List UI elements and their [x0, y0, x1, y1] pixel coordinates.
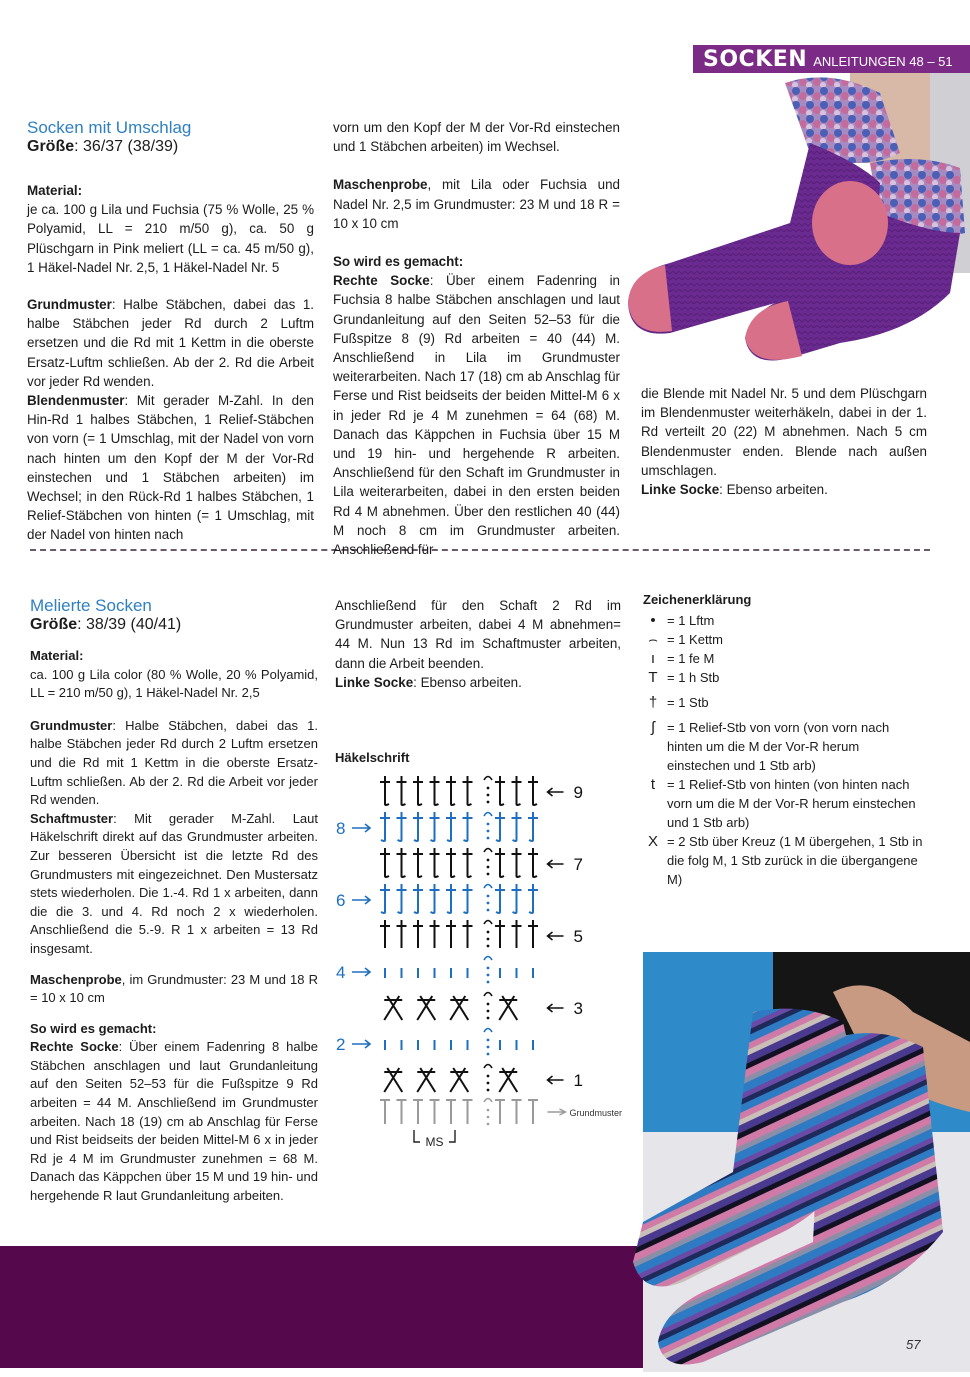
stitch-chain-dot [487, 830, 490, 833]
left-sock-label: Linke Socke [641, 482, 720, 498]
right-sock-paragraph [333, 271, 620, 559]
crossed-dc-icon: X [647, 833, 658, 850]
grundmuster-paragraph [27, 295, 314, 391]
left-sock-text: : Ebenso arbeiten. [413, 674, 522, 690]
legend-item-text: = 2 Stb über Kreuz (1 M übergehen, 1 Stb in die folg M, 1 Stb zurück in die übergangene M) [667, 834, 923, 887]
right-sock-text: : Über einem Fadenring 8 halbe Stäbchen anschlagen und laut Grundanleitung auf den Seiten 52–53 für die Fußspitze 9 Rd arbeiten = 44 M. Anschließend im Grundmuster arbeiten. Nach 18 (19) cm ab Anschlag für Ferse und Rist beidseits der beiden Mittel-M 6 x in jeder Rd je 4 M im Grundmuster zunehmen = 68 M. Danach das Käppchen über 15 M und 19 hin- und hergehende R laut Grundanleitung arbeiten. [30, 1039, 318, 1204]
legend-item [643, 649, 923, 668]
maschenprobe-paragraph [333, 175, 620, 233]
row-number: 1 [573, 1071, 583, 1090]
stitch-dc [512, 920, 522, 948]
size-label: Größe [27, 138, 75, 155]
stitch-chain-dot [487, 1123, 490, 1126]
half-double-crochet-icon: T [648, 669, 658, 686]
row-number: 2 [336, 1035, 346, 1054]
single-crochet-bar-icon: ı [650, 650, 656, 667]
legend-item-text: = 1 Relief-Stb von hinten (von hinten nach vorn um die M der Vor-R herum einstechen und 1 Stb arb) [667, 777, 916, 830]
legend-item-text: = 1 Kettm [667, 632, 723, 647]
stitch-slip-arc [484, 921, 492, 925]
stitch-crossed-dc [450, 996, 468, 1020]
blendenmuster-text: : Mit gerader M-Zahl. In den Hin-Rd 1 halbes Stäbchen, 1 Relief-Stäbchen von vorn (= 1 Umschlag, mit der Nadel von vorn nach hinten um den Kopf der M der Vor-Rd einstechen und 1 Stäbchen arbeiten) im Wechsel; in den Rück-Rd 1 halbes Stäbchen, 1 Relief-Stäbchen von hinten (= 1 Umschlag, mit der Nadel von hinten nach [27, 393, 314, 543]
right-sock-text: : Über einem Fadenring in Fuchsia 8 halbe Stäbchen anschlagen und laut Grundanleitung auf den Seiten 52–53 für die Fußspitze 8 (9) Rd arbeiten = 40 (44) M. Anschließend in Lila im Grundmuster weiterarbeiten. Nach 17 (18) cm ab Anschlag für Ferse und Rist beidseits der beiden Mittel-M 6 x in jeder Rd je 4 M zunehmen = 64 (68) M. Danach das Käppchen in Fuchsia über 15 M und 19 hin- und hergehende R arbeiten. Anschließend für den Schaft im Grundmuster in Lila weiterarbeiten, dabei in den ersten beiden Rd 4 M abnehmen. Über den restlichen 40 (44) M noch 8 cm im Grundmuster arbeiten. Anschließend für [333, 273, 620, 558]
symbol-legend [643, 590, 923, 889]
stitch-front-post [446, 884, 456, 913]
slip-stitch-arc-icon: ⌢ [648, 631, 658, 648]
grundmuster-label: Grundmuster [30, 717, 113, 733]
right-sock-paragraph [30, 1038, 318, 1205]
row-number: 7 [573, 855, 583, 874]
stitch-back-post [413, 848, 423, 877]
photo-purple-socks [610, 73, 970, 373]
right-sock-label: Rechte Socke [333, 273, 430, 289]
stitch-front-post [430, 884, 440, 913]
stitch-front-post [495, 812, 505, 841]
back-post-dc-icon: t [650, 776, 656, 793]
section2-column-1 [30, 596, 318, 1206]
stitch-back-post [463, 776, 473, 805]
stitch-front-post [512, 884, 522, 913]
stitch-crossed-dc [499, 996, 517, 1020]
stitch-dc [430, 920, 440, 948]
stitch-chain-dot [487, 1010, 490, 1013]
double-crochet-icon: † [648, 694, 658, 711]
row-number: 3 [573, 999, 583, 1018]
row-number: 5 [573, 927, 583, 946]
left-sock-paragraph [335, 673, 621, 692]
stitch-front-post [413, 884, 423, 913]
legend-item [643, 718, 923, 775]
row-number: 4 [336, 963, 346, 982]
stitch-chain-dot [487, 873, 490, 876]
stitch-chain-dot [487, 794, 490, 797]
stitch-back-post [446, 776, 456, 805]
blendenmuster-continued: vorn um den Kopf der M der Vor-Rd einstechen und 1 Stäbchen arbeiten) im Wechsel. [333, 120, 620, 155]
stitch-front-post [446, 812, 456, 841]
stitch-front-post [397, 884, 407, 913]
stitch-hdc-base [430, 1100, 440, 1124]
stitch-back-post [397, 776, 407, 805]
stitch-slip-arc [484, 813, 492, 817]
stitch-front-post [430, 812, 440, 841]
row-arrow-right-icon [352, 824, 370, 832]
legend-item-text: = 1 Lftm [667, 613, 715, 628]
how-to-heading: So wird es gemacht: [333, 254, 464, 270]
stitch-slip-arc [484, 885, 492, 889]
stitch-chain-dot [487, 1075, 490, 1078]
size-label: Größe [30, 616, 78, 633]
stitch-back-post [446, 848, 456, 877]
chart-title: Häkelschrift [335, 750, 410, 765]
stitch-slip-arc [484, 1065, 492, 1069]
size-value: : 38/39 (40/41) [77, 616, 182, 633]
stitch-back-post [495, 848, 505, 877]
maschenprobe-label: Maschenprobe [333, 177, 428, 193]
stitch-slip-arc [484, 849, 492, 853]
stitch-crossed-dc [450, 1068, 468, 1092]
stitch-dc [495, 920, 505, 948]
stitch-crossed-dc [417, 996, 435, 1020]
stitch-chain-dot [487, 1082, 490, 1085]
stitch-front-post [413, 812, 423, 841]
stitch-chain-dot [487, 1116, 490, 1119]
page-number: 57 [906, 1337, 921, 1352]
row-arrow-right-icon [352, 968, 370, 976]
stitch-chain-dot [487, 981, 490, 984]
grundmuster-text: : Halbe Stäbchen, dabei das 1. halbe Stäbchen jeder Rd durch 2 Luftm ersetzen und die Rd mit 1 Kettm in die oberste Ersatz-Luftm schließen. Ab der 2. Rd die Arbeit vor jeder Rd wenden. [30, 717, 318, 808]
stitch-back-post [397, 848, 407, 877]
maschenprobe-text: , mit Lila oder Fuchsia und Nadel Nr. 2,5 im Grundmuster: 23 M und 18 R = 10 x 10 cm [333, 177, 620, 231]
grundmuster-text: : Halbe Stäbchen, dabei das 1. halbe Stäbchen jeder Rd durch 2 Luftm ersetzen und die Rd mit 1 Kettm in die oberste Ersatz-Luftm schließen. Ab der 2. Rd die Arbeit vor jeder Rd wenden. [27, 297, 314, 389]
stitch-chain-dot [487, 902, 490, 905]
stitch-crossed-dc [417, 1068, 435, 1092]
legend-item [643, 630, 923, 649]
right-sock-label: Rechte Socke [30, 1039, 119, 1055]
stitch-front-post [463, 884, 473, 913]
schaftmuster-text: : Mit gerader M-Zahl. Laut Häkelschrift direkt auf das Grundmuster arbeiten. Zur besseren Übersicht ist die letzte Rd des Grundmusters mit eingezeichnet. Den Mustersatz stets wiederholen. Die 1.-4. Rd 1 x arbeiten, dann die die 3. und 4. Rd noch 2 x wiederholen. Anschließend die 5.-9. R 1 x arbeiten = 13 Rd insgesamt. [30, 810, 318, 956]
stitch-back-post [430, 776, 440, 805]
stitch-front-post [495, 884, 505, 913]
stitch-chain-dot [487, 967, 490, 970]
section2-size [30, 615, 318, 635]
stitch-chain-dot [487, 1089, 490, 1092]
stitch-back-post [380, 848, 390, 877]
stitch-dc [463, 920, 473, 948]
legend-item-text: = 1 Stb [667, 695, 709, 710]
stitch-slip-arc [484, 993, 492, 997]
section2-column-2 [335, 596, 621, 692]
stitch-slip-arc [484, 1029, 492, 1033]
legend-item [643, 693, 923, 712]
stitch-chain-dot [487, 801, 490, 804]
material-label: Material: [27, 183, 83, 198]
stitch-chain-dot [487, 837, 490, 840]
section1-size [27, 137, 314, 157]
base-row-label: Grundmuster [569, 1108, 623, 1118]
stitch-front-post [512, 812, 522, 841]
stitch-chain-dot [487, 787, 490, 790]
header-subtitle: ANLEITUNGEN 48 – 51 [813, 53, 953, 69]
schaftmuster-paragraph [30, 810, 318, 959]
stitch-chain-dot [487, 909, 490, 912]
stitch-slip-arc [484, 957, 492, 961]
purple-band [0, 1246, 650, 1368]
stitch-chain-dot [487, 1053, 490, 1056]
legend-item-text: = 1 h Stb [667, 670, 720, 685]
left-sock-label: Linke Socke [335, 674, 414, 690]
stitch-hdc-base [495, 1100, 505, 1124]
legend-item [643, 832, 923, 889]
row-arrow-left-icon [548, 788, 564, 796]
stitch-dc [528, 920, 538, 948]
section1-column-1 [27, 118, 314, 545]
row-arrow-left-icon [548, 1076, 564, 1084]
maschenprobe-paragraph [30, 971, 318, 1008]
material-text: je ca. 100 g Lila und Fuchsia (75 % Wolle, 25 % Polyamid, LL = 210 m/50 g), ca. 50 g Plüschgarn in Pink meliert (LL = ca. 45 m/50 g), 1 Häkel-Nadel Nr. 2,5, 1 Häkel-Nadel Nr. 5 [27, 202, 314, 275]
stitch-crossed-dc [499, 1068, 517, 1092]
stitch-dc [413, 920, 423, 948]
left-sock-paragraph [641, 480, 927, 499]
stitch-front-post [380, 812, 390, 841]
stitch-chain-dot [487, 1003, 490, 1006]
stitch-slip-arc [484, 777, 492, 781]
row-arrow-right-icon [352, 1040, 370, 1048]
stitch-front-post [528, 884, 538, 913]
chain-dot-icon: • [650, 612, 656, 629]
stitch-chain-dot [487, 945, 490, 948]
stitch-chain-dot [487, 1109, 490, 1112]
stitch-back-post [528, 848, 538, 877]
row-arrow-left-icon [548, 932, 564, 940]
stitch-chain-dot [487, 1046, 490, 1049]
crochet-chart [330, 768, 630, 1149]
stitch-hdc-base [463, 1100, 473, 1124]
schaftmuster-label: Schaftmuster [30, 810, 114, 826]
stitch-back-post [413, 776, 423, 805]
blendenmuster-label: Blendenmuster [27, 393, 125, 409]
stitch-hdc-base [397, 1100, 407, 1124]
stitch-chain-dot [487, 823, 490, 826]
stitch-back-post [528, 776, 538, 805]
stitch-crossed-dc [384, 1068, 402, 1092]
stitch-chain-dot [487, 931, 490, 934]
how-to-heading: So wird es gemacht: [30, 1020, 157, 1036]
header-title: SOCKEN [703, 46, 808, 72]
row-arrow-right-icon [352, 896, 370, 904]
legend-item-text: = 1 Relief-Stb von vorn (von vorn nach hinten um die M der Vor-R herum einstechen und 1 Stb arb) [667, 720, 890, 773]
stitch-hdc-base [528, 1100, 538, 1124]
material-label: Material: [30, 648, 84, 663]
stitch-back-post [463, 848, 473, 877]
stitch-front-post [380, 884, 390, 913]
row-number: 8 [336, 819, 346, 838]
row-arrow-left-icon [548, 860, 564, 868]
legend-item-text: = 1 fe M [667, 651, 715, 666]
base-arrow-icon [548, 1109, 566, 1115]
stitch-back-post [495, 776, 505, 805]
stitch-chain-dot [487, 974, 490, 977]
maschenprobe-label: Maschenprobe [30, 971, 122, 987]
stitch-back-post [512, 776, 522, 805]
grundmuster-paragraph [30, 717, 318, 810]
schaft-continued: Anschließend für den Schaft 2 Rd im Grundmuster arbeiten, dabei 4 M abnehmen= 44 M. Nun 13 Rd im Schaftmuster arbeiten, dann die Arbeit beenden. [335, 598, 621, 671]
row-number: 6 [336, 891, 346, 910]
blendenmuster-paragraph [27, 391, 314, 545]
stitch-chain-dot [487, 895, 490, 898]
stitch-crossed-dc [384, 996, 402, 1020]
size-value: : 36/37 (38/39) [74, 138, 179, 155]
repeat-label: MS [425, 1135, 444, 1149]
stitch-front-post [397, 812, 407, 841]
stitch-dc [397, 920, 407, 948]
left-sock-text: : Ebenso arbeiten. [719, 482, 828, 498]
material-text: ca. 100 g Lila color (80 % Wolle, 20 % Polyamid, LL = 210 m/50 g), 1 Häkel-Nadel Nr. 2,5 [30, 666, 318, 701]
section1-title: Socken mit Umschlag [27, 118, 192, 137]
section-header [693, 45, 970, 73]
section1-column-2 [333, 118, 620, 559]
stitch-back-post [512, 848, 522, 877]
photo-striped-socks [643, 952, 970, 1372]
section1-column-3 [641, 384, 927, 499]
legend-item [643, 611, 923, 630]
stitch-front-post [528, 812, 538, 841]
grundmuster-label: Grundmuster [27, 297, 112, 313]
row-number: 9 [573, 783, 583, 802]
right-sock-continued: die Blende mit Nadel Nr. 5 und dem Plüschgarn im Blendenmuster weiterhäkeln, dabei in der 1. Rd verteilt 20 (22) M abnehmen. Nach 5 cm Blendenmuster enden. Blende nach außen umschlagen. [641, 386, 927, 478]
stitch-dc [380, 920, 390, 948]
stitch-hdc-base [413, 1100, 423, 1124]
front-post-dc-icon: ʃ [651, 719, 655, 736]
stitch-chain-dot [487, 938, 490, 941]
row-arrow-left-icon [548, 1004, 564, 1012]
stitch-hdc-base [512, 1100, 522, 1124]
stitch-hdc-base [446, 1100, 456, 1124]
legend-item [643, 668, 923, 687]
maschenprobe-text: , im Grundmuster: 23 M und 18 R = 10 x 10 cm [30, 971, 318, 1006]
stitch-chain-dot [487, 866, 490, 869]
legend-title: Zeichenerklärung [643, 592, 752, 607]
section2-title: Melierte Socken [30, 596, 152, 615]
stitch-front-post [463, 812, 473, 841]
stitch-back-post [430, 848, 440, 877]
stitch-chain-dot [487, 859, 490, 862]
stitch-chain-dot [487, 1017, 490, 1020]
legend-item [643, 775, 923, 832]
stitch-dc [446, 920, 456, 948]
stitch-back-post [380, 776, 390, 805]
stitch-slip-arc [484, 1099, 492, 1103]
stitch-hdc-base [380, 1100, 390, 1124]
stitch-chain-dot [487, 1039, 490, 1042]
